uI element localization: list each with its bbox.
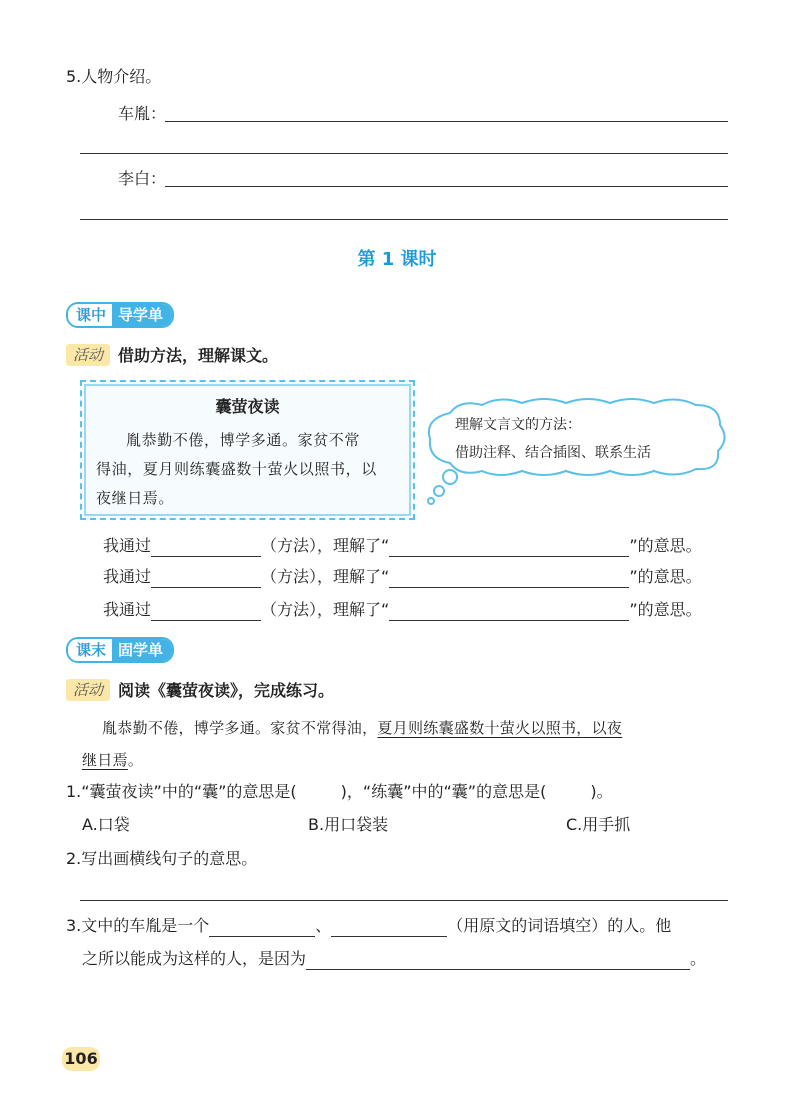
fill-suffix: ”的意思。 (629, 567, 702, 586)
activity-text: 阅读《囊萤夜读》，完成练习。 (118, 681, 335, 700)
activity-badge: 活动 (66, 679, 110, 701)
q3-text: 。 (690, 949, 707, 968)
section-tag-after-class (66, 637, 174, 663)
option-a[interactable]: A.口袋 (82, 815, 130, 834)
passage-text: 胤恭勤不倦，博学多通。家贫不常得油， (102, 719, 378, 737)
answer-blank[interactable] (306, 951, 690, 970)
answer-blank[interactable] (331, 918, 447, 937)
fill-row (103, 535, 702, 557)
poem-line: 得油，夏月则练囊盛数十萤火以照书，以 (96, 460, 377, 478)
lesson-title: 第 1 课时 (357, 249, 437, 270)
tag-part-a: 课末 (68, 640, 112, 660)
q1-text: )，“练囊”中的“囊”的意思是( (340, 782, 547, 801)
answer-line[interactable] (80, 219, 728, 220)
answer-line[interactable] (165, 186, 728, 187)
question-5-title: 5.人物介绍。 (66, 67, 162, 86)
fill-prefix: 我通过 (103, 567, 152, 586)
activity-badge: 活动 (66, 344, 110, 366)
tag-part-b: 固学单 (112, 639, 172, 661)
activity-text: 借助方法，理解课文。 (118, 346, 279, 365)
passage-underlined: 继日焉 (82, 751, 128, 769)
question-3-line-2 (82, 948, 706, 970)
poem-line: 胤恭勤不倦，博学多通。家贫不常 (126, 431, 361, 449)
tag-part-b: 导学单 (112, 304, 172, 326)
fill-prefix: 我通过 (103, 536, 152, 555)
question-3-line-1 (66, 915, 671, 937)
answer-blank[interactable] (209, 918, 315, 937)
activity-2 (66, 678, 334, 701)
bubble-text (455, 411, 651, 467)
answer-line[interactable] (165, 121, 728, 122)
q3-text: 、 (315, 916, 332, 935)
q3-text: 3.文中的车胤是一个 (66, 916, 210, 935)
answer-blank[interactable] (151, 602, 261, 621)
answer-blank[interactable] (151, 538, 261, 557)
question-2: 2.写出画横线句子的意思。 (66, 849, 258, 868)
option-b[interactable]: B.用口袋装 (308, 815, 389, 834)
poem-box (80, 380, 415, 520)
answer-blank[interactable] (151, 569, 261, 588)
tag-part-a: 课中 (68, 305, 112, 325)
option-c[interactable]: C.用手抓 (566, 815, 631, 834)
fill-suffix: ”的意思。 (629, 536, 702, 555)
person-label-chexun: 车胤： (118, 104, 167, 123)
bubble-line: 理解文言文的方法： (455, 417, 581, 433)
q1-text: )。 (590, 782, 613, 801)
answer-line[interactable] (80, 153, 728, 154)
question-1 (66, 781, 613, 803)
q3-text: 之所以能成为这样的人，是因为 (82, 949, 307, 968)
answer-blank[interactable] (389, 602, 629, 621)
passage-underlined: 夏月则练囊盛数十萤火以照书，以夜 (377, 719, 623, 737)
fill-row (103, 599, 702, 621)
fill-row (103, 566, 702, 588)
poem-line: 夜继日焉。 (96, 489, 175, 507)
fill-suffix: ”的意思。 (629, 600, 702, 619)
activity-1 (66, 343, 278, 366)
poem-body (96, 426, 406, 513)
answer-blank[interactable] (389, 538, 629, 557)
answer-line[interactable] (80, 900, 728, 901)
page-number: 106 (64, 1049, 98, 1068)
q1-text: 1.“囊萤夜读”中的“囊”的意思是( (66, 782, 297, 801)
bubble-line: 借助注释、结合插图、联系生活 (455, 445, 651, 461)
fill-method: （方法），理解了“ (261, 600, 390, 619)
answer-blank[interactable] (389, 569, 629, 588)
q3-text: （用原文的词语填空）的人。他 (447, 916, 672, 935)
passage-end: 。 (127, 751, 144, 769)
poem-title: 囊萤夜读 (215, 397, 280, 416)
fill-prefix: 我通过 (103, 600, 152, 619)
fill-method: （方法），理解了“ (261, 536, 390, 555)
section-tag-in-class (66, 302, 174, 328)
fill-method: （方法），理解了“ (261, 567, 390, 586)
person-label-libai: 李白： (118, 169, 167, 188)
passage (82, 712, 732, 776)
